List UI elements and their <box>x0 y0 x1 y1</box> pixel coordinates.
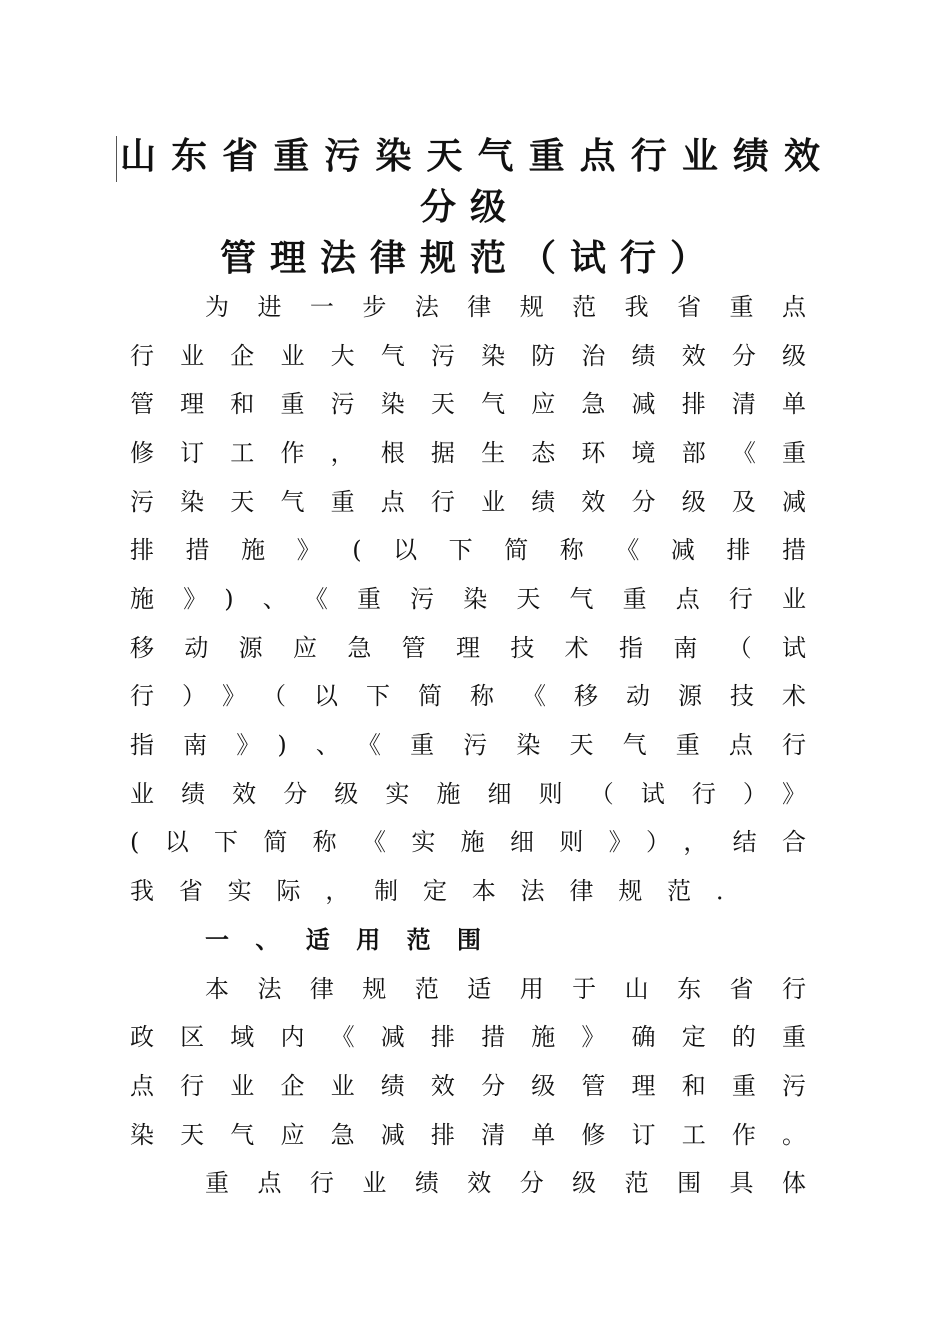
body-line: 排措施》(以下简称《减排措 <box>130 536 806 564</box>
title-line-3: 管理法律规范（试行） <box>219 237 720 279</box>
body-line: 政区域内《减排措施》确定的重 <box>130 1023 806 1051</box>
body-line: 本法律规范适用于山东省行 <box>205 975 806 1003</box>
title-line-1: 山东省重污染天气重点行业绩效 <box>120 135 820 177</box>
title-line-2: 分级 <box>419 186 520 228</box>
body-line: 污染天气重点行业绩效分级及减 <box>130 488 806 516</box>
body-line: 管理和重污染天气应急减排清单 <box>130 390 806 418</box>
text-cursor <box>116 136 117 182</box>
body-line: 重点行业绩效分级范围具体 <box>205 1169 806 1197</box>
body-line: 移动源应急管理技术指南（试 <box>130 634 806 662</box>
body-line: 为进一步法律规范我省重点 <box>205 293 806 321</box>
body-line: 我省实际，制定本法律规范． <box>130 877 740 905</box>
body-line: 业绩效分级实施细则（试行）》 <box>130 780 806 808</box>
body-line: 指南》)、《重污染天气重点行 <box>130 731 806 759</box>
body-line: 行）》（以下简称《移动源技术 <box>130 682 806 710</box>
body-line: 施》)、《重污染天气重点行业 <box>130 585 806 613</box>
body-line: 行业企业大气污染防治绩效分级 <box>130 342 806 370</box>
section-heading: 一、适用范围 <box>205 925 481 954</box>
body-line: (以下简称《实施细则》），结合 <box>130 828 806 856</box>
body-line: 点行业企业绩效分级管理和重污 <box>130 1072 806 1100</box>
body-line: 修订工作，根据生态环境部《重 <box>130 439 806 467</box>
body-line: 染天气应急减排清单修订工作。 <box>130 1121 806 1149</box>
